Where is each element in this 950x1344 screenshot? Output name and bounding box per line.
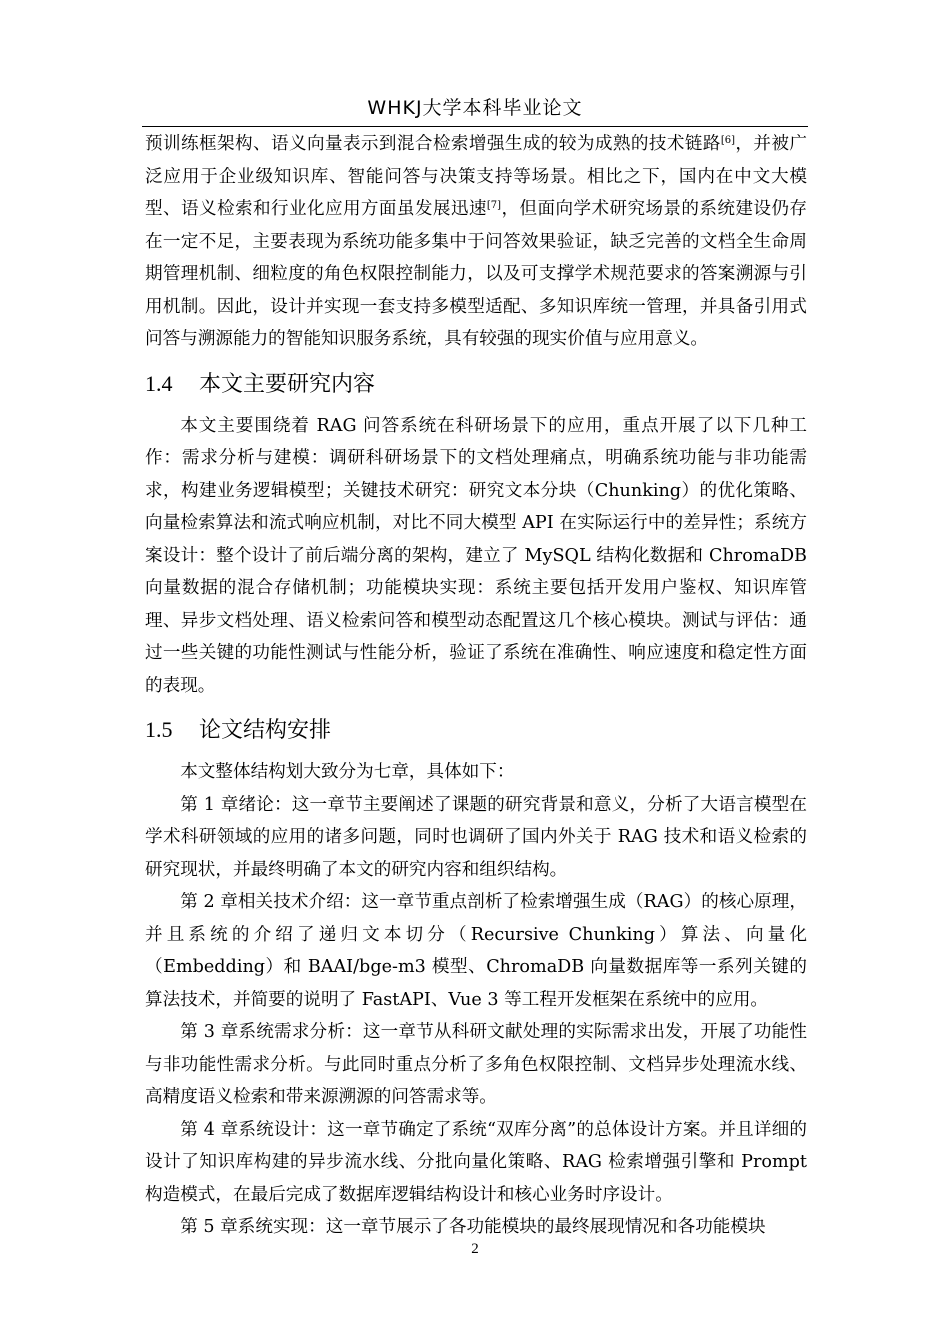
page-body <box>145 128 807 1244</box>
paragraph-chapter-1: 第 1 章绪论：这一章节主要阐述了课题的研究背景和意义，分析了大语言模型在学术科研领域的应用的诸多问题，同时也调研了国内外关于 RAG 技术和语义检索的研究现状，并最终明确了本文的研究内容和组织结构。 <box>145 794 807 880</box>
citation-7: [7] <box>486 200 502 211</box>
citation-6: [6] <box>720 135 735 146</box>
paragraph-structure-intro: 本文整体结构划大致分为七章，具体如下： <box>180 762 515 782</box>
running-header: WHKJ大学本科毕业论文 <box>367 97 583 119</box>
paragraph-chapter-2: 第 2 章相关技术介绍：这一章节重点剖析了检索增强生成（RAG）的核心原理，并且系统的介绍了递归文本切分（Recursive Chunking）算法、向量化（Embedding）和 BAAI/bge-m3 模型、ChromaDB 向量数据库等一系列关键的算法技术，并简要的说明了 FastAPI、Vue 3 等工程开发框架在系统中的应用。 <box>145 892 807 1010</box>
section-title: 论文结构安排 <box>199 718 332 743</box>
page-number: 2 <box>471 1241 479 1257</box>
paragraph-chapter-4: 第 4 章系统设计：这一章节确定了系统“双库分离”的总体设计方案。并且详细的设计了知识库构建的异步流水线、分批向量化策略、RAG 检索增强引擎和 Prompt 构造模式，在最后完成了数据库逻辑结构设计和核心业务时序设计。 <box>145 1119 807 1205</box>
header-rule <box>142 126 808 127</box>
paragraph-research-content: 本文主要围绕着 RAG 问答系统在科研场景下的应用，重点开展了以下几种工作：需求分析与建模：调研科研场景下的文档处理痛点，明确系统功能与非功能需求，构建业务逻辑模型；关键技术研究：研究文本分块（Chunking）的优化策略、向量检索算法和流式响应机制，对比不同大模型 API 在实际运行中的差异性；系统方案设计：整个设计了前后端分离的架构，建立了 MySQL 结构化数据和 ChromaDB 向量数据的混合存储机制；功能模块实现：系统主要包括开发用户鉴权、知识库管理、异步文档处理、语义检索问答和模型动态配置这几个核心模块。测试与评估：通过一些关键的功能性测试与性能分析，验证了系统在准确性、响应速度和稳定性方面的表现。 <box>145 415 807 696</box>
section-heading-1-4 <box>145 364 807 404</box>
section-title: 本文主要研究内容 <box>199 371 376 397</box>
paragraph-text: 预训练框架构、语义向量表示到混合检索增强生成的较为成熟的技术链路 <box>145 134 721 154</box>
paragraph-chapter-5: 第 5 章系统实现：这一章节展示了各功能模块的最终展现情况和各功能模块 <box>180 1217 766 1237</box>
paragraph-chapter-3: 第 3 章系统需求分析：这一章节从科研文献处理的实际需求出发，开展了功能性与非功能性需求分析。与此同时重点分析了多角色权限控制、文档异步处理流水线、高精度语义检索和带来源溯源的问答需求等。 <box>145 1022 807 1107</box>
section-number: 1.5 <box>145 717 173 742</box>
paragraph-text: ，但面向学术研究场景的系统建设仍存在一定不足，主要表现为系统功能多集中于问答效果验证，缺乏完善的文档全生命周期管理机制、细粒度的角色权限控制能力，以及可支撑学术规范要求的答案溯源与引用机制。因此，设计并实现一套支持多模型适配、多知识库统一管理，并具备引用式问答与溯源能力的智能知识服务系统，具有较强的现实价值与应用意义。 <box>145 199 807 349</box>
section-heading-1-5 <box>145 710 807 750</box>
paragraph-text: ，并被广泛应用于企业级知识库、智能问答与决策支持等场景。相比之下，国内在中文大模型、语义检索和行业化应用方面虽发展迅速 <box>145 134 807 219</box>
paragraph-continued <box>145 128 807 356</box>
section-number: 1.4 <box>145 370 173 396</box>
